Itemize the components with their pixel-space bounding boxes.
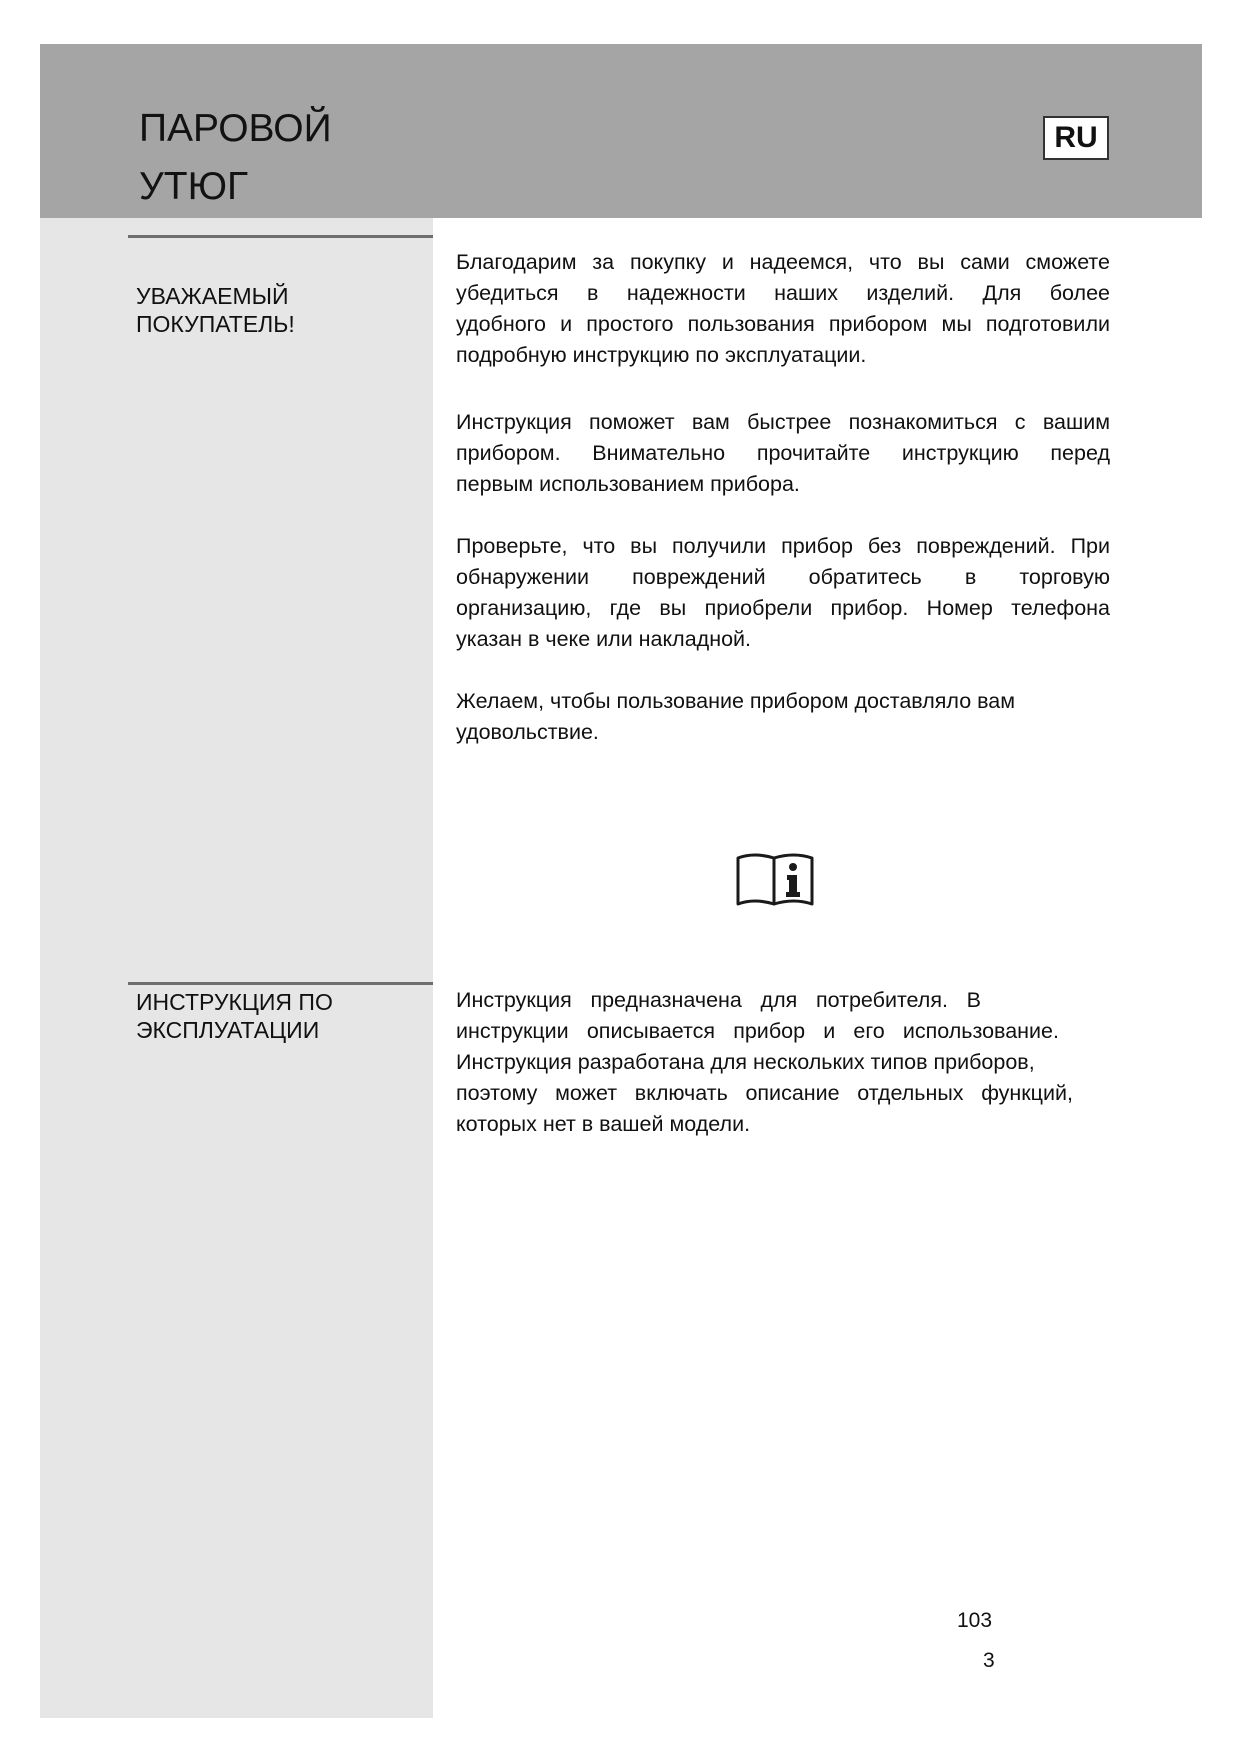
- section-divider: [128, 235, 433, 238]
- title-line-2: УТЮГ: [139, 165, 249, 208]
- manual-info-icon: [736, 848, 814, 908]
- sidebar: [40, 218, 433, 1718]
- page-title: [139, 100, 332, 216]
- paragraph-check-damage: Проверьте, что вы получили прибор без повреждений. При обнаружении повреждений обратитесь в торговую организацию, где вы приобрели прибор. Номер телефона указан в чеке или накладной.: [456, 534, 1110, 651]
- paragraph-manual-purpose: Инструкция предназначена для потребителя. В инструкции описывается прибор и его использование. Инструкция разработана для нескольких типов приборов, поэтому может включать описание отдельных функций, которых нет в вашей модели.: [456, 988, 1073, 1136]
- language-badge: RU: [1043, 116, 1109, 160]
- section-divider: [128, 982, 433, 985]
- paragraph-thanks: Благодарим за покупку и надеемся, что вы сами сможете убедиться в надежности наших изделий. Для более удобного и простого пользования прибором мы подготовили подробную инструкцию по эксплуатации.: [456, 250, 1110, 367]
- paragraph-instruction-help: Инструкция поможет вам быстрее познакомиться с вашим прибором. Внимательно прочитайте инструкцию перед первым использованием прибора.: [456, 410, 1110, 496]
- sub-page-number: 3: [983, 1649, 995, 1672]
- title-line-1: ПАРОВОЙ: [139, 107, 332, 150]
- section-label-dear-customer: УВАЖАЕМЫЙ ПОКУПАТЕЛЬ!: [136, 283, 295, 337]
- section-label-operating-instructions: ИНСТРУКЦИЯ ПО ЭКСПЛУАТАЦИИ: [136, 989, 333, 1043]
- page-number: 103: [957, 1609, 993, 1632]
- paragraph-wishes: Желаем, чтобы пользование прибором доставляло вам удовольствие.: [456, 689, 1016, 744]
